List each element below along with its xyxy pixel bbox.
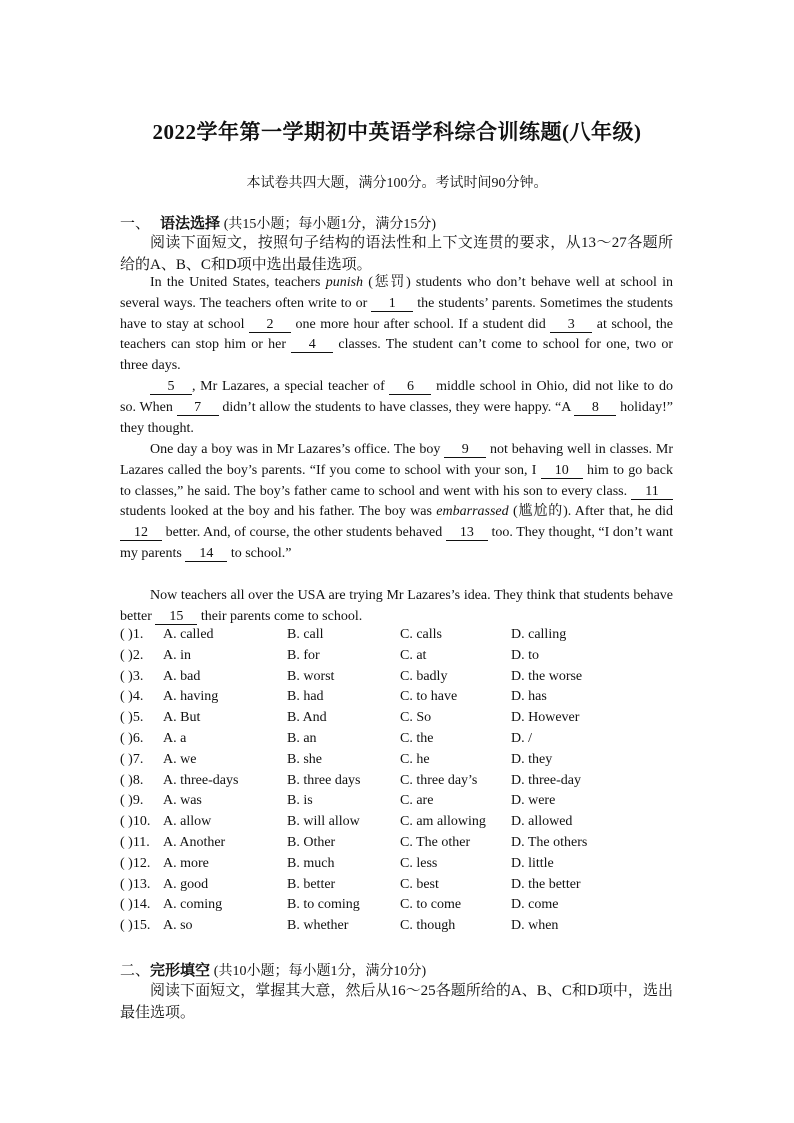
- passage-paragraph-1: [120, 273, 673, 377]
- section1-instruction: 阅读下面短文，按照句子结构的语法性和上下文连贯的要求，从13～27各题所给的A、B、C和D项中选出最佳选项。: [120, 235, 673, 273]
- option-d: D. come: [511, 897, 559, 913]
- option-number: ( )8.: [120, 772, 144, 788]
- option-number: ( )2.: [120, 647, 144, 663]
- option-d: D. /: [511, 730, 532, 746]
- option-a: A. allow: [163, 814, 212, 830]
- p3-text-1: One day a boy was in Mr Lazares’s office. The boy: [150, 442, 445, 457]
- option-row: [120, 627, 680, 648]
- p3-text-4: students looked at the boy and his father. The boy was: [120, 504, 437, 520]
- p3-text-2: not behaving well in classes. Mr Lazares called the boy’s parents. “If you come to school with your son, I: [120, 442, 674, 478]
- p4-text-2: their parents come to school.: [197, 608, 363, 624]
- option-a: A. more: [163, 855, 209, 871]
- option-d: D. the worse: [511, 668, 583, 684]
- option-a: A. called: [163, 627, 214, 642]
- option-c: C. are: [400, 793, 434, 809]
- section1-note: (共15小题；每小题1分，满分15分): [223, 217, 437, 232]
- option-row: [120, 689, 680, 710]
- p1-text-3: the students’ parents. Sometimes the students have to stay at school: [120, 295, 673, 332]
- option-a: A. was: [163, 793, 202, 809]
- option-row: [120, 648, 680, 669]
- option-c: C. less: [400, 855, 438, 871]
- option-d: D. when: [511, 918, 559, 934]
- option-row: [120, 897, 680, 918]
- blank-11: 11: [631, 484, 673, 500]
- option-a: A. three-days: [163, 772, 239, 788]
- passage-paragraph-4: [120, 586, 673, 628]
- option-b: B. much: [287, 855, 335, 871]
- exam-title: 2022学年第一学期初中英语学科综合训练题(八年级): [152, 120, 642, 144]
- option-row: [120, 731, 680, 752]
- options-list: [120, 627, 680, 939]
- blank-6: 6: [389, 379, 431, 395]
- option-row: [120, 835, 680, 856]
- p2-text-2: middle school in Ohio, did not like to do so. When: [120, 379, 673, 415]
- blank-14: 14: [185, 546, 227, 562]
- option-b: B. whether: [287, 918, 349, 934]
- passage-paragraph-3: [120, 440, 673, 565]
- p3-text-8: to school.”: [227, 545, 292, 561]
- p3-text-7: too. They thought, “I don’t want my parents: [120, 525, 673, 561]
- blank-2: 2: [249, 317, 291, 333]
- option-b: B. will allow: [287, 814, 360, 830]
- exam-subtitle: 本试卷共四大题，满分100分。考试时间90分钟。: [246, 176, 548, 191]
- p3-text-6: better. And, of course, the other students behaved: [162, 525, 446, 541]
- p3-italic-word: embarrassed: [436, 504, 509, 520]
- section1-name: 语法选择: [160, 216, 221, 232]
- blank-9: 9: [444, 442, 486, 458]
- p2-text-3: didn’t allow the students to have classes, they were happy. “A: [218, 399, 575, 415]
- option-b: B. Other: [287, 834, 336, 850]
- option-b: B. for: [287, 647, 320, 663]
- option-b: B. And: [287, 710, 327, 726]
- p3-text-3: him to go back to classes,” he said. The boy’s father came to school and went with his son to every class.: [120, 462, 673, 499]
- section2-instruction: 阅读下面短文，掌握其大意，然后从16～25各题所给的A、B、C和D项中，选出最佳选项。: [120, 983, 673, 1021]
- p2-text-1: , Mr Lazares, a special teacher of: [192, 379, 390, 394]
- option-d: D. three-day: [511, 772, 581, 788]
- option-row: [120, 814, 680, 835]
- option-c: C. best: [400, 876, 439, 892]
- option-a: A. having: [163, 689, 219, 705]
- option-number: ( )3.: [120, 668, 144, 684]
- option-number: ( )1.: [120, 627, 144, 642]
- option-c: C. three day’s: [400, 772, 478, 788]
- option-row: [120, 752, 680, 773]
- option-a: A. Another: [163, 834, 226, 850]
- option-number: ( )5.: [120, 710, 144, 726]
- section2-note: (共10小题；每小题1分，满分10分): [213, 964, 427, 979]
- p4-text-1: Now teachers all over the USA are trying Mr Lazares’s idea. They think that students behave better: [120, 588, 673, 624]
- option-d: D. However: [511, 710, 580, 726]
- blank-8: 8: [574, 400, 616, 416]
- option-d: D. were: [511, 793, 556, 809]
- option-d: D. the better: [511, 876, 581, 892]
- option-c: C. at: [400, 647, 427, 663]
- option-b: B. three days: [287, 772, 361, 788]
- option-d: D. little: [511, 855, 554, 871]
- option-b: B. better: [287, 876, 336, 892]
- option-b: B. an: [287, 730, 317, 746]
- option-d: D. calling: [511, 627, 567, 642]
- option-row: [120, 918, 680, 939]
- option-a: A. so: [163, 918, 193, 934]
- option-d: D. they: [511, 751, 553, 767]
- p1-text-5: at school, the teachers can stop him or her: [120, 316, 673, 353]
- option-c: C. he: [400, 751, 430, 767]
- section1-number: 一、: [120, 216, 151, 232]
- option-number: ( )9.: [120, 793, 144, 809]
- p1-text-1: In the United States, teachers: [150, 275, 326, 290]
- option-a: A. we: [163, 751, 197, 767]
- section1-header: [120, 212, 436, 233]
- blank-15: 15: [155, 609, 197, 625]
- option-b: B. to coming: [287, 897, 360, 913]
- blank-1: 1: [371, 296, 413, 312]
- p2-text-4: holiday!” they thought.: [120, 399, 674, 436]
- option-row: [120, 877, 680, 898]
- blank-3: 3: [550, 317, 592, 333]
- p1-text-6: classes. The student can’t come to school for one, two or three days.: [120, 337, 673, 374]
- option-c: C. The other: [400, 834, 471, 850]
- option-b: B. is: [287, 793, 313, 809]
- option-number: ( )11.: [120, 834, 150, 850]
- option-a: A. in: [163, 647, 191, 663]
- blank-5: 5: [150, 379, 192, 395]
- option-row: [120, 710, 680, 731]
- option-c: C. calls: [400, 627, 442, 642]
- option-a: A. a: [163, 730, 187, 746]
- p1-text-2: (惩罚) students who don’t behave well at school in several ways. The teachers often write to or: [120, 275, 673, 311]
- option-number: ( )6.: [120, 730, 144, 746]
- option-a: A. coming: [163, 897, 223, 913]
- option-b: B. worst: [287, 668, 335, 684]
- option-a: A. good: [163, 876, 209, 892]
- option-d: D. allowed: [511, 814, 573, 830]
- blank-7: 7: [177, 400, 219, 416]
- option-number: ( )7.: [120, 751, 144, 767]
- blank-12: 12: [120, 525, 162, 541]
- p3-text-5: (尴尬的). After that, he did: [508, 504, 674, 520]
- option-b: B. call: [287, 627, 324, 642]
- option-row: [120, 793, 680, 814]
- option-row: [120, 669, 680, 690]
- option-a: A. But: [163, 710, 201, 726]
- section2-name: 完形填空: [150, 963, 211, 979]
- option-c: C. to come: [400, 897, 462, 913]
- option-number: ( )4.: [120, 689, 144, 705]
- option-b: B. she: [287, 751, 322, 767]
- section2-number: 二、: [120, 963, 151, 979]
- option-c: C. though: [400, 918, 456, 934]
- option-number: ( )13.: [120, 876, 151, 892]
- option-d: D. has: [511, 689, 547, 705]
- option-row: [120, 856, 680, 877]
- section2-header: [120, 959, 426, 980]
- passage-paragraph-2: [120, 377, 673, 439]
- p1-text-4: one more hour after school. If a student did: [291, 316, 551, 332]
- option-b: B. had: [287, 689, 324, 705]
- blank-10: 10: [541, 463, 583, 479]
- option-number: ( )10.: [120, 814, 151, 830]
- option-c: C. the: [400, 730, 434, 746]
- p1-italic-word: punish: [325, 275, 364, 290]
- blank-4: 4: [291, 337, 333, 353]
- option-c: C. am allowing: [400, 814, 486, 830]
- option-a: A. bad: [163, 668, 201, 684]
- blank-13: 13: [446, 525, 488, 541]
- option-number: ( )14.: [120, 897, 151, 913]
- option-c: C. So: [400, 710, 432, 726]
- option-c: C. badly: [400, 668, 448, 684]
- option-d: D. to: [511, 647, 539, 663]
- option-c: C. to have: [400, 689, 458, 705]
- option-d: D. The others: [511, 834, 588, 850]
- option-number: ( )15.: [120, 918, 151, 934]
- option-row: [120, 773, 680, 794]
- option-number: ( )12.: [120, 855, 151, 871]
